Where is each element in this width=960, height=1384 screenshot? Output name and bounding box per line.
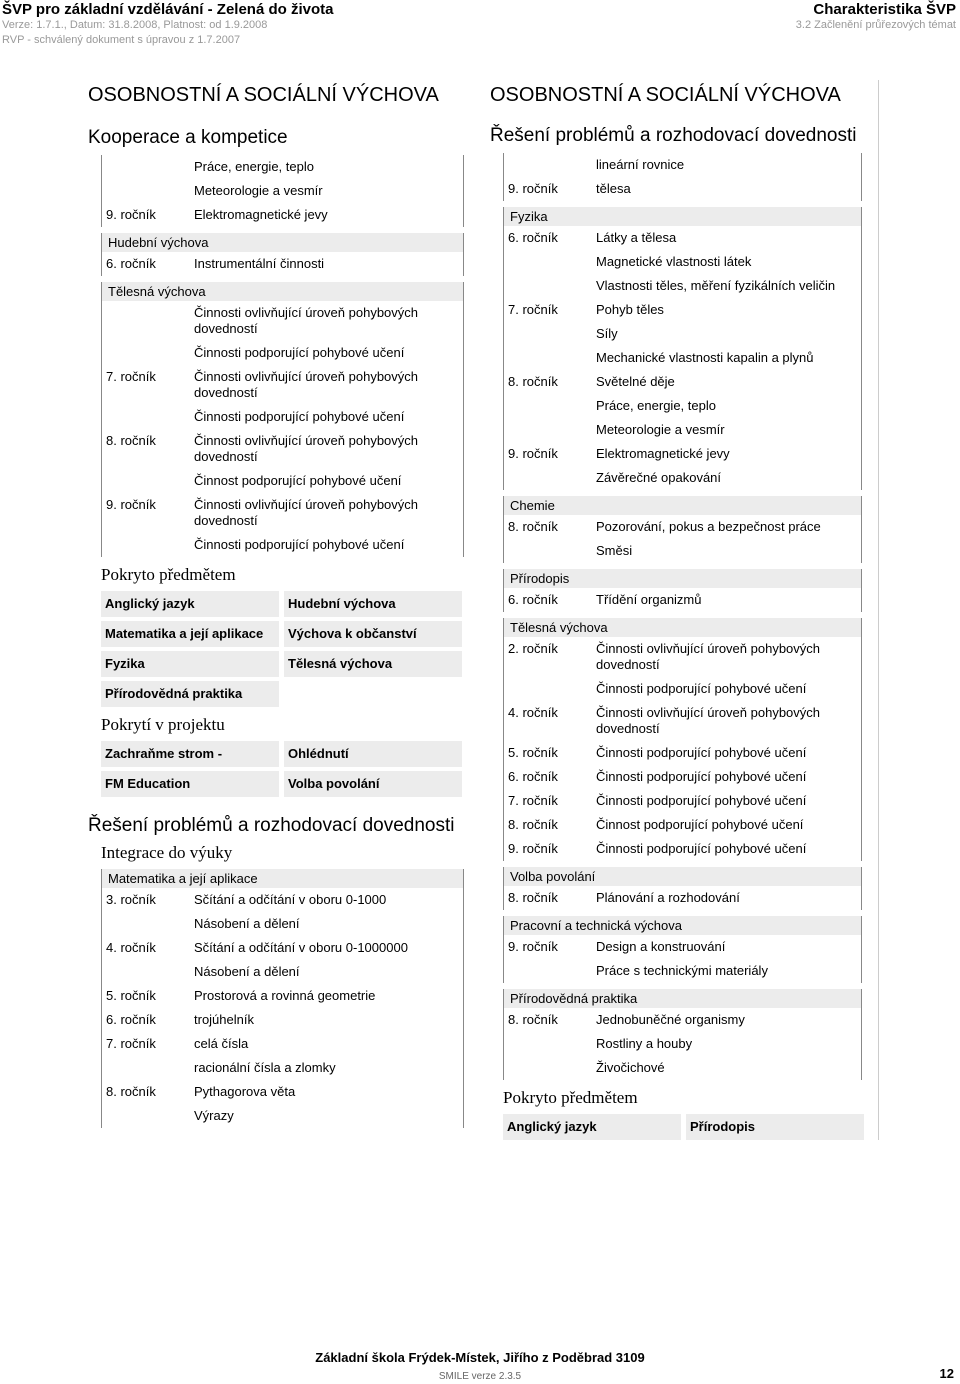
table-row bbox=[101, 888, 464, 912]
grade-label bbox=[504, 398, 596, 414]
grade-label: 6. ročník bbox=[106, 1012, 156, 1027]
main-title: OSOBNOSTNÍ A SOCIÁLNÍ VÝCHOVA bbox=[490, 84, 841, 106]
grade-label: 4. ročník bbox=[106, 940, 156, 955]
subject-header: Přírodovědná praktika bbox=[503, 989, 862, 1008]
topic-text: trojúhelník bbox=[194, 1012, 254, 1027]
table-row bbox=[503, 370, 862, 394]
covered-subject-cell: Přírodovědná praktika bbox=[101, 681, 279, 707]
grade-label: 8. ročník bbox=[508, 890, 558, 905]
topic-text: Světelné děje bbox=[596, 374, 675, 389]
grade-label: 8. ročník bbox=[106, 1084, 156, 1099]
topic-text: Činnosti ovlivňující úroveň pohybových dovedností bbox=[194, 369, 419, 400]
topic-text: Meteorologie a vesmír bbox=[596, 422, 725, 437]
table-row bbox=[101, 1056, 464, 1080]
grade-label: 7. ročník bbox=[106, 1036, 156, 1051]
subject-header: Matematika a její aplikace bbox=[101, 869, 464, 888]
table-row bbox=[101, 960, 464, 984]
covered-subject-cell: Výchova k občanství bbox=[284, 621, 462, 647]
table-row bbox=[101, 301, 464, 341]
topic-text: Design a konstruování bbox=[596, 939, 726, 954]
grade-label: 5. ročník bbox=[508, 745, 558, 760]
table-row bbox=[101, 341, 464, 365]
topic-text: Činnosti ovlivňující úroveň pohybových dovedností bbox=[194, 433, 419, 464]
grade-label bbox=[102, 473, 194, 489]
topic-text: Činnosti ovlivňující úroveň pohybových dovedností bbox=[194, 305, 419, 336]
covered-subject-cell: Anglický jazyk bbox=[503, 1114, 681, 1140]
table-row bbox=[101, 365, 464, 405]
covered-by-project-title: Pokrytí v projektu bbox=[101, 715, 225, 734]
grade-label bbox=[504, 278, 596, 294]
table-row bbox=[503, 418, 862, 442]
topic-text: Magnetické vlastnosti látek bbox=[596, 254, 752, 269]
grade-label: 6. ročník bbox=[508, 769, 558, 784]
column-divider bbox=[878, 80, 879, 1140]
school-name: Základní škola Frýdek-Místek, Jiřího z Poděbrad 3109 bbox=[315, 1350, 645, 1365]
topic-text: Závěrečné opakování bbox=[596, 470, 722, 485]
topic-text: Živočichové bbox=[596, 1060, 665, 1075]
table-row bbox=[101, 155, 464, 179]
grade-label: 4. ročník bbox=[508, 705, 558, 720]
topic-text: Výrazy bbox=[194, 1108, 234, 1123]
covered-subject-cell: Volba povolání bbox=[284, 771, 462, 797]
topic-text: Elektromagnetické jevy bbox=[596, 446, 730, 461]
topic-text: Činnosti podporující pohybové učení bbox=[194, 409, 405, 424]
topic-text: Pythagorova věta bbox=[194, 1084, 296, 1099]
subject-header: Tělesná výchova bbox=[503, 618, 862, 637]
covered-subject-cell: Přírodopis bbox=[686, 1114, 864, 1140]
chapter-title: Charakteristika ŠVP bbox=[813, 1, 956, 18]
table-row bbox=[503, 701, 862, 741]
grade-label bbox=[102, 305, 194, 337]
grade-label bbox=[102, 345, 194, 361]
covered-subject-cell: Tělesná výchova bbox=[284, 651, 462, 677]
subject-header: Pracovní a technická výchova bbox=[503, 916, 862, 935]
table-row bbox=[101, 252, 464, 276]
covered-subject-cell bbox=[284, 681, 462, 707]
table-row bbox=[503, 1056, 862, 1080]
table-row bbox=[503, 153, 862, 177]
covered-subject-cell: Zachraňme strom - bbox=[101, 741, 279, 767]
subject-header: Chemie bbox=[503, 496, 862, 515]
table-row bbox=[503, 765, 862, 789]
grade-label bbox=[102, 1108, 194, 1124]
right-column bbox=[490, 84, 862, 1140]
grade-label bbox=[504, 470, 596, 486]
topic-text: Činnosti podporující pohybové učení bbox=[194, 537, 405, 552]
table-row bbox=[101, 469, 464, 493]
section-title: Řešení problémů a rozhodovací dovednosti bbox=[490, 125, 857, 146]
grade-label: 8. ročník bbox=[508, 519, 558, 534]
grade-label: 3. ročník bbox=[106, 892, 156, 907]
topic-text: Činnost podporující pohybové učení bbox=[596, 817, 804, 832]
table-row bbox=[503, 1008, 862, 1032]
covered-by-subject-title: Pokryto předmětem bbox=[503, 1088, 638, 1107]
table-kooperace bbox=[101, 155, 464, 557]
subject-header: Volba povolání bbox=[503, 867, 862, 886]
grade-label bbox=[102, 916, 194, 932]
grade-label: 7. ročník bbox=[508, 793, 558, 808]
topic-text: Činnosti podporující pohybové učení bbox=[596, 793, 807, 808]
table-row bbox=[503, 346, 862, 370]
grade-label: 6. ročník bbox=[106, 256, 156, 271]
subject-header: Tělesná výchova bbox=[101, 282, 464, 301]
topic-text: Pozorování, pokus a bezpečnost práce bbox=[596, 519, 821, 534]
integration-title: Integrace do výuky bbox=[101, 843, 233, 862]
covered-by-project-grid bbox=[101, 741, 464, 797]
table-row bbox=[503, 515, 862, 539]
grade-label bbox=[102, 409, 194, 425]
covered-subject-cell: Ohlédnutí bbox=[284, 741, 462, 767]
grade-label: 5. ročník bbox=[106, 988, 156, 1003]
grade-label bbox=[504, 963, 596, 979]
topic-text: Sčítání a odčítání v oboru 0-1000000 bbox=[194, 940, 408, 955]
subject-header: Fyzika bbox=[503, 207, 862, 226]
grade-label bbox=[102, 183, 194, 199]
table-row bbox=[503, 813, 862, 837]
table-row bbox=[503, 226, 862, 250]
topic-text: Činnosti ovlivňující úroveň pohybových dovedností bbox=[194, 497, 419, 528]
table-row bbox=[503, 466, 862, 490]
chapter-subtitle: 3.2 Začlenění průřezových témat bbox=[795, 19, 956, 31]
table-row bbox=[503, 935, 862, 959]
topic-text: Meteorologie a vesmír bbox=[194, 183, 323, 198]
topic-text: Vlastnosti těles, měření fyzikálních veličin bbox=[596, 278, 836, 293]
grade-label: 9. ročník bbox=[508, 181, 558, 196]
topic-text: Mechanické vlastnosti kapalin a plynů bbox=[596, 350, 814, 365]
rvp-line: RVP - schválený dokument s úpravou z 1.7.2007 bbox=[2, 34, 241, 46]
grade-label bbox=[504, 157, 596, 173]
topic-text: Práce, energie, teplo bbox=[194, 159, 314, 174]
section-title: Řešení problémů a rozhodovací dovednosti bbox=[88, 815, 455, 836]
grade-label: 6. ročník bbox=[508, 592, 558, 607]
grade-label: 6. ročník bbox=[508, 230, 558, 245]
topic-text: Látky a tělesa bbox=[596, 230, 677, 245]
grade-label bbox=[504, 254, 596, 270]
table-row bbox=[503, 177, 862, 201]
topic-text: Plánování a rozhodování bbox=[596, 890, 740, 905]
grade-label bbox=[504, 326, 596, 342]
table-row bbox=[503, 250, 862, 274]
table-row bbox=[503, 588, 862, 612]
covered-subject-cell: Hudební výchova bbox=[284, 591, 462, 617]
table-row bbox=[503, 322, 862, 346]
table-row bbox=[101, 405, 464, 429]
grade-label bbox=[504, 681, 596, 697]
topic-text: Rostliny a houby bbox=[596, 1036, 693, 1051]
topic-text: Třídění organizmů bbox=[596, 592, 702, 607]
topic-text: Činnosti podporující pohybové učení bbox=[596, 681, 807, 696]
topic-text: Činnosti podporující pohybové učení bbox=[596, 769, 807, 784]
topic-text: Elektromagnetické jevy bbox=[194, 207, 328, 222]
grade-label bbox=[102, 537, 194, 553]
topic-text: Prostorová a rovinná geometrie bbox=[194, 988, 376, 1003]
topic-text: racionální čísla a zlomky bbox=[194, 1060, 336, 1075]
grade-label: 7. ročník bbox=[106, 369, 156, 384]
left-column bbox=[88, 84, 464, 1128]
topic-text: Činnosti podporující pohybové učení bbox=[194, 345, 405, 360]
covered-subject-cell: Fyzika bbox=[101, 651, 279, 677]
grade-label bbox=[504, 350, 596, 366]
grade-label bbox=[102, 159, 194, 175]
table-row bbox=[101, 984, 464, 1008]
covered-subject-cell: FM Education bbox=[101, 771, 279, 797]
grade-label bbox=[504, 1060, 596, 1076]
topic-text: Práce s technickými materiály bbox=[596, 963, 768, 978]
covered-subject-cell: Matematika a její aplikace bbox=[101, 621, 279, 647]
table-row bbox=[101, 912, 464, 936]
topic-text: lineární rovnice bbox=[596, 157, 685, 172]
topic-text: Činnosti ovlivňující úroveň pohybových dovedností bbox=[596, 705, 821, 736]
covered-by-subject-grid bbox=[101, 591, 464, 707]
table-row bbox=[503, 1032, 862, 1056]
grade-label: 7. ročník bbox=[508, 302, 558, 317]
grade-label: 9. ročník bbox=[508, 841, 558, 856]
grade-label bbox=[102, 964, 194, 980]
topic-text: celá čísla bbox=[194, 1036, 249, 1051]
table-row bbox=[503, 539, 862, 563]
topic-text: Činnosti podporující pohybové učení bbox=[596, 745, 807, 760]
topic-text: tělesa bbox=[596, 181, 631, 196]
table-row bbox=[503, 274, 862, 298]
topic-text: Násobení a dělení bbox=[194, 916, 300, 931]
subject-header: Hudební výchova bbox=[101, 233, 464, 252]
document-title: ŠVP pro základní vzdělávání - Zelená do života bbox=[2, 1, 334, 18]
table-row bbox=[503, 394, 862, 418]
covered-by-subject-title: Pokryto předmětem bbox=[101, 565, 236, 584]
page-header bbox=[0, 0, 960, 50]
topic-text: Činnosti podporující pohybové učení bbox=[596, 841, 807, 856]
table-row bbox=[101, 203, 464, 227]
grade-label: 8. ročník bbox=[508, 817, 558, 832]
grade-label: 9. ročník bbox=[106, 207, 156, 222]
topic-text: Sčítání a odčítání v oboru 0-1000 bbox=[194, 892, 387, 907]
table-row bbox=[101, 179, 464, 203]
grade-label bbox=[504, 1036, 596, 1052]
grade-label: 8. ročník bbox=[508, 1012, 558, 1027]
version-line: Verze: 1.7.1., Datum: 31.8.2008, Platnost: od 1.9.2008 bbox=[2, 19, 268, 31]
topic-text: Činnosti ovlivňující úroveň pohybových dovedností bbox=[596, 641, 821, 672]
table-row bbox=[101, 1104, 464, 1128]
table-row bbox=[101, 429, 464, 469]
table-row bbox=[101, 1008, 464, 1032]
topic-text: Práce, energie, teplo bbox=[596, 398, 716, 413]
subject-header: Přírodopis bbox=[503, 569, 862, 588]
table-row bbox=[503, 637, 862, 677]
grade-label: 8. ročník bbox=[508, 374, 558, 389]
topic-text: Pohyb těles bbox=[596, 302, 664, 317]
table-row bbox=[503, 677, 862, 701]
table-row bbox=[101, 493, 464, 533]
table-row bbox=[503, 442, 862, 466]
table-row bbox=[503, 789, 862, 813]
software-version: SMILE verze 2.3.5 bbox=[438, 1371, 522, 1382]
topic-text: Jednobuněčné organismy bbox=[596, 1012, 745, 1027]
grade-label bbox=[504, 422, 596, 438]
covered-subject-cell: Anglický jazyk bbox=[101, 591, 279, 617]
covered-by-subject-grid bbox=[503, 1114, 862, 1140]
table-row bbox=[503, 298, 862, 322]
topic-text: Násobení a dělení bbox=[194, 964, 300, 979]
page-number: 12 bbox=[939, 1366, 954, 1381]
table-row bbox=[503, 959, 862, 983]
topic-text: Směsi bbox=[596, 543, 633, 558]
table-row bbox=[101, 1032, 464, 1056]
table-row bbox=[101, 1080, 464, 1104]
grade-label: 9. ročník bbox=[106, 497, 156, 512]
grade-label bbox=[102, 1060, 194, 1076]
table-integrace bbox=[101, 869, 464, 1128]
grade-label: 2. ročník bbox=[508, 641, 558, 656]
table-reseni bbox=[503, 153, 862, 1080]
table-row bbox=[101, 936, 464, 960]
grade-label: 9. ročník bbox=[508, 939, 558, 954]
table-row bbox=[101, 533, 464, 557]
topic-text: Instrumentální činnosti bbox=[194, 256, 325, 271]
table-row bbox=[503, 741, 862, 765]
main-title: OSOBNOSTNÍ A SOCIÁLNÍ VÝCHOVA bbox=[88, 84, 439, 106]
grade-label: 8. ročník bbox=[106, 433, 156, 448]
grade-label: 9. ročník bbox=[508, 446, 558, 461]
topic-text: Činnost podporující pohybové učení bbox=[194, 473, 402, 488]
topic-text: Síly bbox=[596, 326, 618, 341]
table-row bbox=[503, 886, 862, 910]
section-title: Kooperace a kompetice bbox=[88, 127, 288, 148]
table-row bbox=[503, 837, 862, 861]
grade-label bbox=[504, 543, 596, 559]
